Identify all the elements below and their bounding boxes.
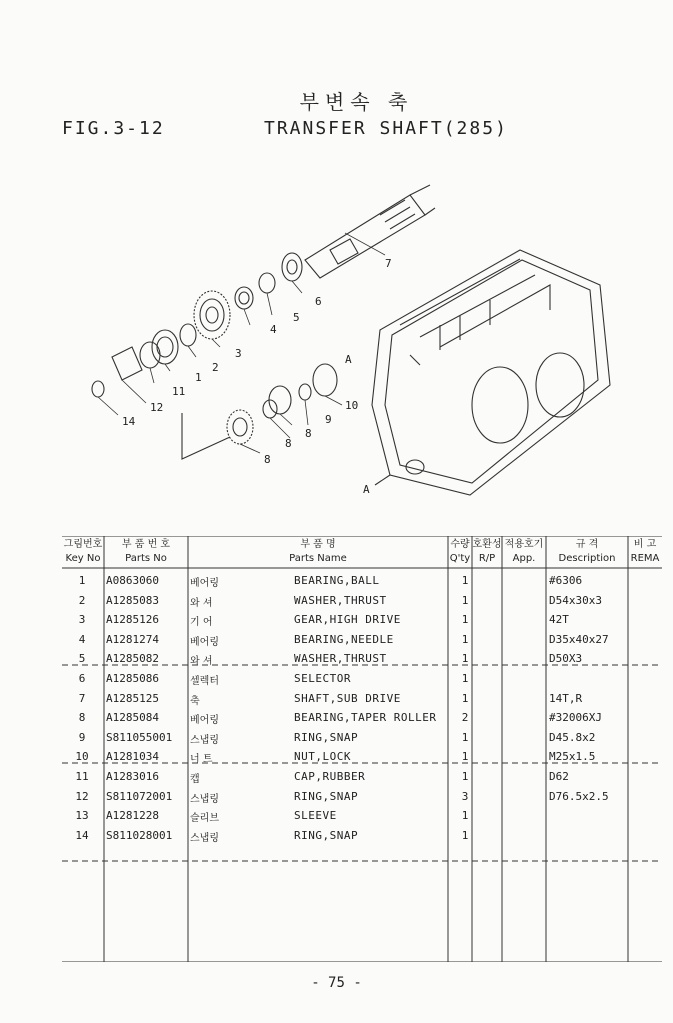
table-row	[62, 729, 662, 748]
cell-desc: #6306	[549, 574, 583, 587]
callout-12: 11	[172, 385, 186, 398]
cell-key: 14	[75, 828, 89, 842]
table-row	[62, 709, 662, 728]
cell-name: BEARING,TAPER ROLLER	[294, 711, 437, 725]
cell-desc: 14T,R	[549, 691, 583, 705]
cell-key: 1	[78, 574, 86, 587]
cell-ko: 와 셔	[190, 656, 213, 668]
header-part-no: 부 품 번 호 Parts No	[121, 539, 171, 564]
callout-2: 2	[212, 361, 219, 374]
cell-qty: 1	[461, 672, 469, 685]
cell-part: A1285086	[106, 672, 159, 685]
cell-name: WASHER,THRUST	[294, 593, 387, 607]
cell-name: SLEEVE	[294, 809, 337, 823]
callout-11: 10	[345, 399, 359, 412]
callout-8a: 8	[305, 427, 312, 440]
cell-part: A1285125	[106, 691, 159, 705]
cell-desc: D62	[549, 770, 569, 783]
cell-name: RING,SNAP	[294, 828, 359, 842]
cell-key: 10	[75, 750, 89, 764]
table-row	[62, 788, 662, 807]
callout-6: 6	[315, 295, 322, 308]
cell-desc: D76.5x2.5	[549, 789, 609, 803]
cell-qty: 2	[461, 711, 469, 725]
cell-part: A0863060	[106, 574, 159, 587]
cell-key: 13	[75, 809, 89, 823]
callout-a-bottom: A	[363, 483, 370, 496]
cell-desc: D50X3	[549, 652, 583, 666]
cell-ko: 캡	[190, 774, 200, 785]
cell-desc: D45.8x2	[549, 730, 596, 744]
table-row	[62, 611, 662, 630]
callout-a-top: A	[345, 353, 352, 366]
callout-1: 1	[195, 371, 202, 384]
table-row	[62, 670, 662, 689]
cell-key: 2	[78, 593, 86, 607]
cell-qty: 1	[461, 770, 469, 783]
figure-label: FIG.3-12	[62, 118, 165, 139]
exploded-parts-diagram	[80, 175, 620, 520]
header-qty: 수량 Q'ty	[449, 539, 471, 564]
cell-name: BEARING,NEEDLE	[294, 632, 394, 646]
callout-7: 7	[385, 257, 392, 270]
table-row	[62, 592, 662, 611]
cell-ko: 스냅링	[190, 734, 219, 746]
callout-nine: 8	[285, 437, 292, 450]
cell-ko: 슬리브	[190, 813, 219, 825]
cell-name: BEARING,BALL	[294, 574, 380, 587]
cell-name: CAP,RUBBER	[294, 770, 366, 783]
cell-name: RING,SNAP	[294, 730, 359, 744]
cell-qty: 1	[461, 574, 469, 587]
cell-name: SELECTOR	[294, 672, 351, 685]
header-remarks: 비 고 REMA	[630, 539, 660, 564]
cell-name: GEAR,HIGH DRIVE	[294, 613, 401, 627]
cell-ko: 너 트	[190, 754, 213, 766]
callout-labels	[122, 257, 392, 496]
cell-desc: M25x1.5	[549, 750, 596, 764]
callout-eight: 8	[264, 453, 271, 466]
cell-part: A1285083	[106, 593, 159, 607]
cell-name: WASHER,THRUST	[294, 652, 387, 666]
cell-part: A1281228	[106, 809, 159, 823]
table-row	[62, 650, 662, 669]
cell-desc: D35x40x27	[549, 632, 609, 646]
cell-qty: 1	[461, 593, 469, 607]
header-app: 적용호기 App.	[504, 539, 544, 564]
cell-ko: 셀렉터	[190, 676, 219, 687]
cell-qty: 1	[461, 730, 469, 744]
header-desc: 규 격 Description	[558, 539, 616, 564]
cell-ko: 베어링	[190, 715, 219, 727]
leader-lines	[98, 233, 385, 453]
cell-ko: 스냅링	[190, 793, 219, 805]
cell-qty: 1	[461, 750, 469, 764]
cell-ko: 축	[190, 695, 200, 707]
cell-part: A1285082	[106, 652, 159, 666]
cell-part: S811028001	[106, 828, 173, 842]
cell-ko: 베어링	[190, 636, 219, 648]
cell-desc: #32006XJ	[549, 711, 602, 725]
callout-4: 4	[270, 323, 277, 336]
cell-qty: 1	[461, 613, 469, 627]
table-row	[62, 690, 662, 709]
table-row	[62, 827, 662, 846]
cell-key: 6	[78, 672, 86, 685]
shaft-drawing	[305, 185, 435, 278]
cell-part: A1283016	[106, 770, 159, 783]
callout-14: 14	[122, 415, 136, 428]
cell-desc: D54x30x3	[549, 593, 602, 607]
cell-name: SHAFT,SUB DRIVE	[294, 691, 401, 705]
page-title-korean: 부변속 축	[299, 90, 414, 114]
cell-qty: 1	[461, 652, 469, 666]
callout-3: 3	[235, 347, 242, 360]
cell-qty: 3	[461, 789, 469, 803]
table-row	[62, 768, 662, 787]
callout-5: 5	[293, 311, 300, 324]
cell-part: S811055001	[106, 730, 173, 744]
table-row	[62, 572, 662, 591]
cell-ko: 와 셔	[190, 597, 213, 609]
cell-key: 8	[78, 711, 86, 725]
header-part-name: 부 품 명 Parts Name	[289, 539, 347, 564]
cell-part: A1285084	[106, 711, 159, 725]
cell-key: 3	[78, 613, 86, 627]
cell-name: NUT,LOCK	[294, 750, 351, 764]
header-key: 그림번호 Key No	[63, 539, 103, 564]
cell-part: A1281274	[106, 632, 159, 646]
housing-drawing	[372, 250, 610, 495]
cell-key: 4	[78, 632, 86, 646]
cell-qty: 1	[461, 809, 469, 823]
callout-13: 12	[150, 401, 164, 414]
cell-desc: 42T	[549, 613, 569, 627]
table-row	[62, 748, 662, 767]
cell-key: 5	[78, 652, 86, 666]
table-row	[62, 631, 662, 650]
header-rp: 호환성 R/P	[472, 539, 502, 564]
cell-name: RING,SNAP	[294, 789, 359, 803]
cell-qty: 1	[461, 691, 469, 705]
cell-ko: 베어링	[190, 578, 219, 589]
parts-table	[62, 536, 662, 962]
cell-key: 11	[75, 770, 89, 783]
cell-part: S811072001	[106, 789, 173, 803]
cell-key: 9	[78, 730, 86, 744]
cell-part: A1281034	[106, 750, 159, 764]
cell-part: A1285126	[106, 613, 159, 627]
cell-qty: 1	[461, 828, 469, 842]
cell-qty: 1	[461, 632, 469, 646]
cell-key: 7	[78, 691, 86, 705]
gear-parts-drawing	[92, 253, 337, 459]
cell-ko: 기 어	[190, 617, 213, 629]
cell-key: 12	[75, 789, 89, 803]
cell-ko: 스냅링	[190, 832, 219, 844]
callout-10: 9	[325, 413, 332, 426]
page-title-english: TRANSFER SHAFT(285)	[264, 118, 508, 139]
page-number: - 75 -	[311, 975, 362, 991]
table-row	[62, 807, 662, 826]
